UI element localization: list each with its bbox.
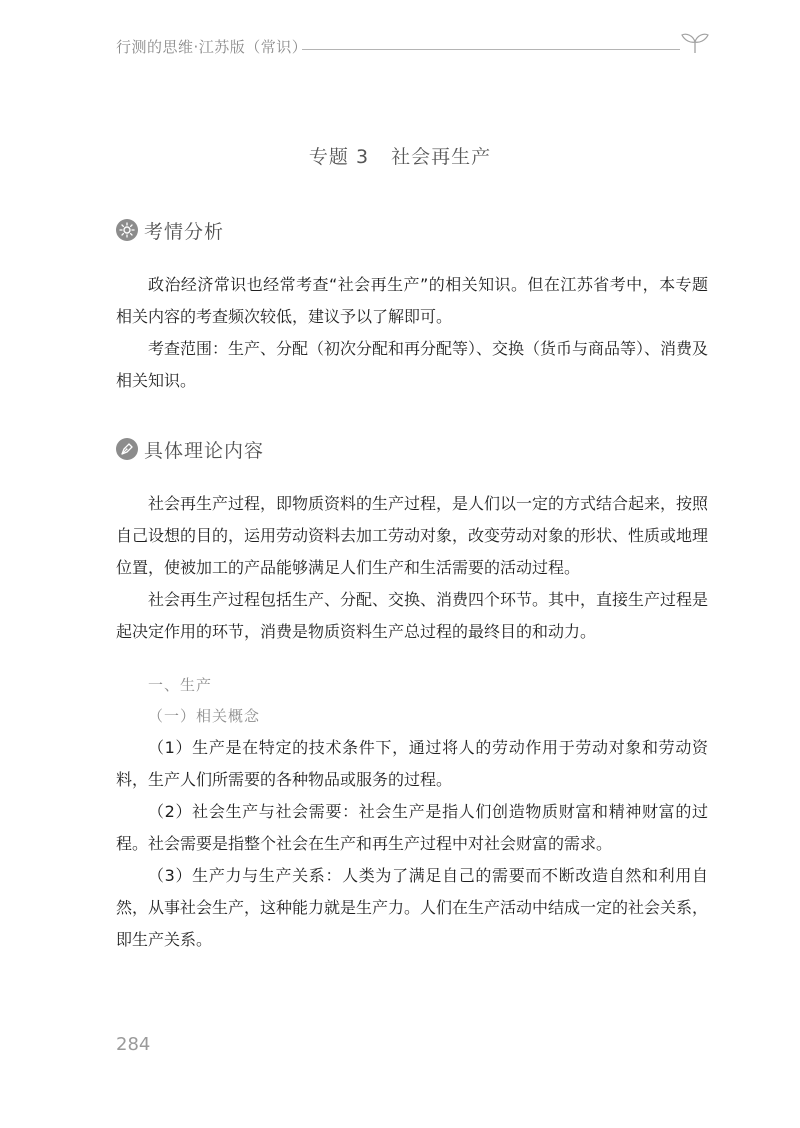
sprout-icon [680, 30, 710, 54]
heading-level1: 一、生产 [148, 676, 213, 694]
section-title: 考情分析 [144, 220, 225, 243]
paragraph: 社会再生产过程包括生产、分配、交换、消费四个环节。其中，直接生产过程是起决定作用的环节，消费是物质资料生产总过程的最终目的和动力。 [116, 590, 709, 641]
chapter-title [0, 142, 800, 169]
paragraph: 考查范围：生产、分配（初次分配和再分配等）、交换（货币与商品等）、消费及相关知识。 [116, 339, 709, 390]
list-item: （3）生产力与生产关系：人类为了满足自己的需要而不断改造自然和利用自然，从事社会生产，这种能力就是生产力。人们在生产活动中结成一定的社会关系，即生产关系。 [116, 866, 709, 949]
page-number: 284 [116, 1034, 151, 1055]
section-heading-theory [116, 436, 264, 462]
list-item: （2）社会生产与社会需要：社会生产是指人们创造物质财富和精神财富的过程。社会需要是指整个社会在生产和再生产过程中对社会财富的需求。 [116, 802, 708, 853]
header-rule [302, 49, 680, 50]
section-title: 具体理论内容 [144, 439, 265, 462]
running-title: 行测的思维·江苏版（常识） [116, 38, 308, 56]
chapter-name: 社会再生产 [391, 146, 492, 168]
paragraph: 政治经济常识也经常考查“社会再生产”的相关知识。但在江苏省考中，本专题相关内容的考查频次较低，建议予以了解即可。 [116, 275, 708, 326]
pen-nib-icon [116, 438, 138, 460]
paragraph: 社会再生产过程，即物质资料的生产过程，是人们以一定的方式结合起来，按照自己设想的目的，运用劳动资料去加工劳动对象，改变劳动对象的形状、性质或地理位置，使被加工的产品能够满足人们生产和生活需要的活动过程。 [116, 494, 709, 577]
sun-icon [116, 219, 138, 241]
list-item: （1）生产是在特定的技术条件下，通过将人的劳动作用于劳动对象和劳动资料，生产人们所需要的各种物品或服务的过程。 [116, 738, 708, 789]
section-heading-exam-analysis [116, 217, 224, 243]
chapter-number: 专题 3 [308, 146, 370, 168]
heading-level2: （一）相关概念 [148, 707, 261, 725]
running-header [116, 34, 716, 60]
